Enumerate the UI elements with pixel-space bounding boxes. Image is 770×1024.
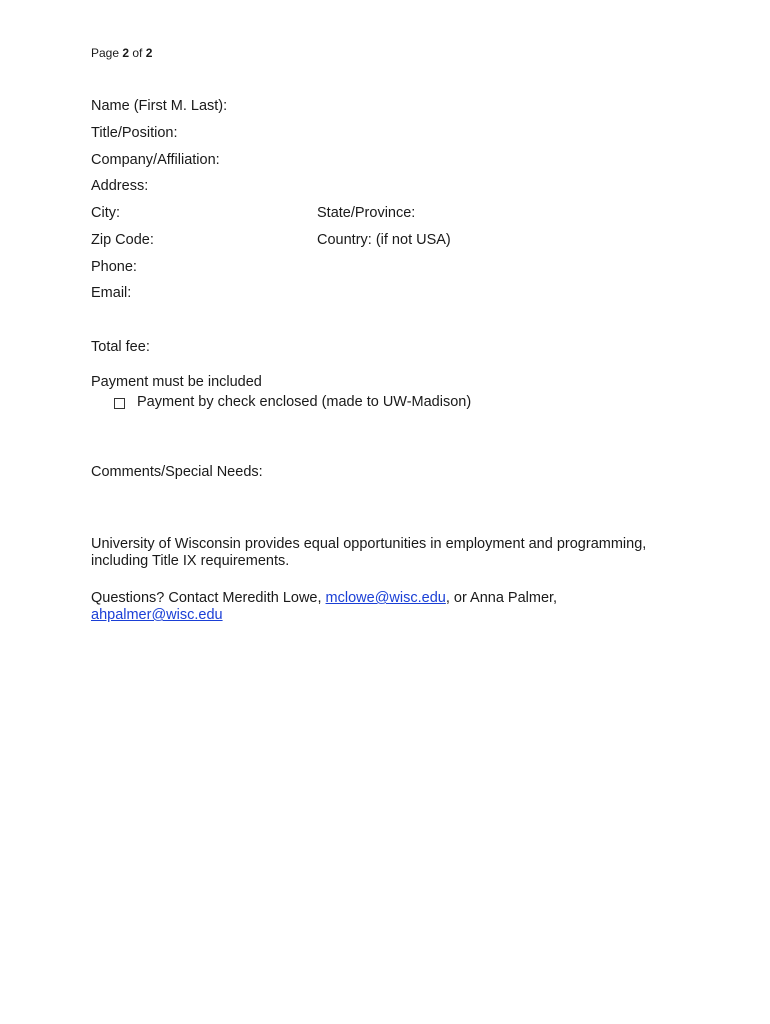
zip-label: Zip Code: [91,232,154,248]
total-fee-label: Total fee: [91,339,150,355]
equal-opportunity-line-1: University of Wisconsin provides equal opportunities in employment and programming, [91,536,647,552]
city-label: City: [91,205,120,221]
phone-label: Phone: [91,259,137,275]
comments-label: Comments/Special Needs: [91,464,263,480]
contact-line-2 [91,607,691,624]
payment-heading: Payment must be included [91,374,262,390]
equal-opportunity-statement [91,536,691,570]
mclowe-email-link[interactable]: mclowe@wisc.edu [325,590,446,606]
payment-check-option[interactable] [114,394,471,411]
state-label: State/Province: [317,205,416,221]
country-label: Country: (if not USA) [317,232,451,248]
current-page: 2 [122,46,130,60]
total-pages: 2 [145,46,153,60]
page-number-of: of [129,46,146,60]
ahpalmer-email-link[interactable]: ahpalmer@wisc.edu [91,607,223,623]
contact-prefix: Questions? Contact Meredith Lowe, [91,590,326,606]
email-label: Email: [91,285,132,301]
address-label: Address: [91,178,149,194]
title-label: Title/Position: [91,125,178,141]
checkbox[interactable] [114,398,125,409]
equal-opportunity-line-2: including Title IX requirements. [91,553,290,569]
contact-middle: , or Anna Palmer, [445,590,558,606]
page-number-prefix: Page [91,46,123,60]
company-label: Company/Affiliation: [91,152,220,168]
contact-paragraph [91,590,691,624]
name-label: Name (First M. Last): [91,98,228,114]
payment-check-label: Payment by check enclosed (made to UW-Madison) [137,394,472,410]
contact-line-1 [91,590,691,607]
page-number [91,46,152,60]
